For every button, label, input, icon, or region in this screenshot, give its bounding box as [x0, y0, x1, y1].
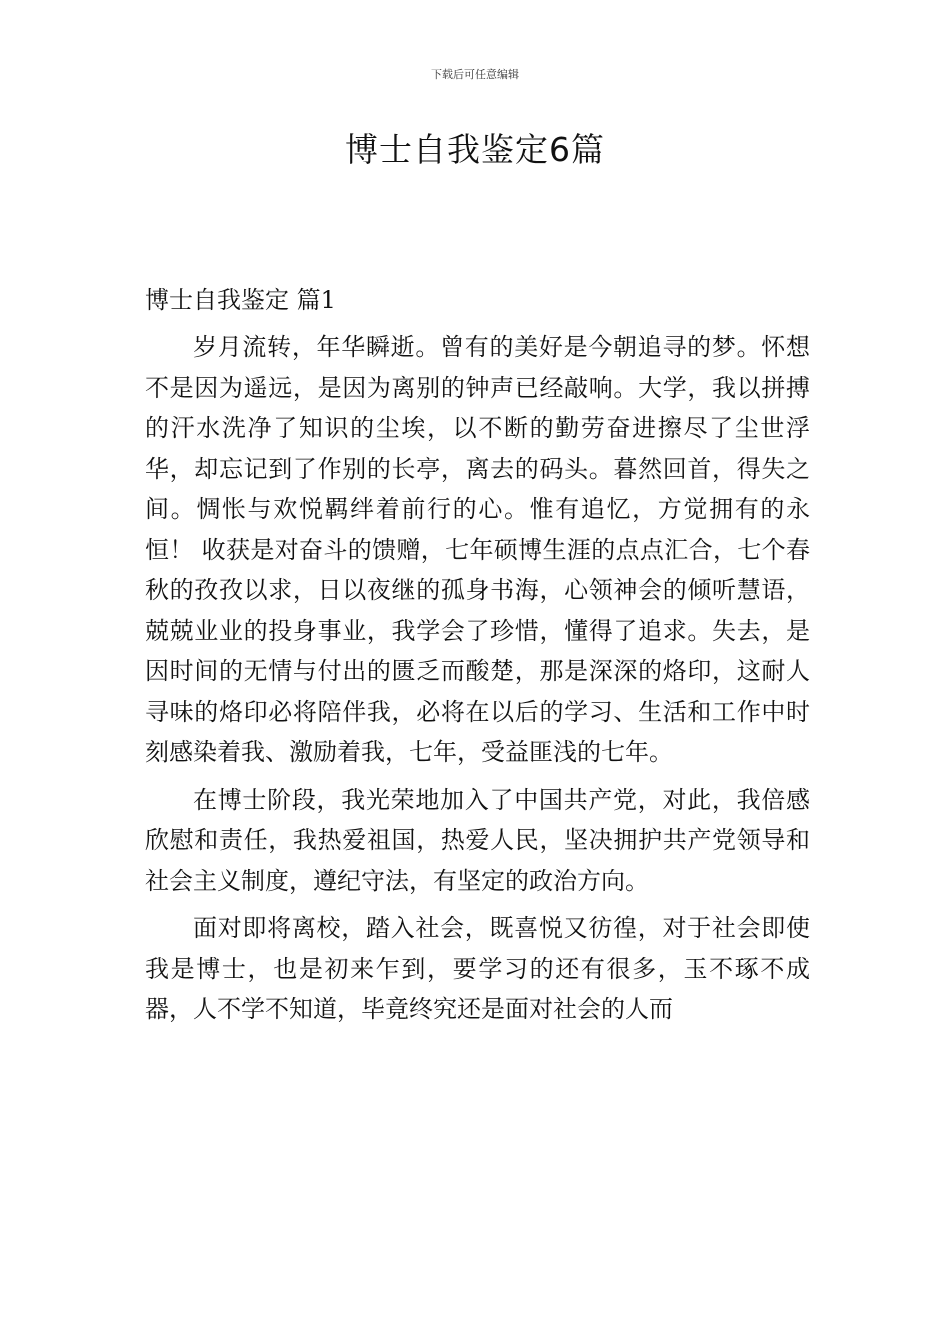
paragraph: 在博士阶段，我光荣地加入了中国共产党，对此，我倍感欣慰和责任，我热爱祖国，热爱人民，坚决拥护共产党领导和社会主义制度，遵纪守法，有坚定的政治方向。: [145, 785, 810, 895]
paragraph: 面对即将离校，踏入社会，既喜悦又彷徨，对于社会即使我是博士，也是初来乍到，要学习的还有很多，玉不琢不成器，人不学不知道，毕竟终究还是面对社会的人而: [145, 914, 810, 1023]
paragraph: 岁月流转，年华瞬逝。曾有的美好是今朝追寻的梦。怀想不是因为遥远，是因为离别的钟声已经敲响。大学，我以拼搏的汗水洗净了知识的尘埃，以不断的勤劳奋进擦尽了尘世浮华，却忘记到了作别的长亭，离去的码头。暮然回首，得失之间。惆怅与欢悦羁绊着前行的心。惟有追忆，方觉拥有的永恒！ 收获是对奋斗的馈赠，七年硕博生涯的点点汇合，七个春秋的孜孜以求，日以夜继的孤身书海，心领神会的倾听慧语，兢兢业业的投身事业，我学会了珍惜，懂得了追求。失去，是因时间的无情与付出的匮乏而酸楚，那是深深的烙印，这耐人寻味的烙印必将陪伴我，必将在以后的学习、生活和工作中时刻感染着我、激励着我，七年，受益匪浅的七年。: [145, 333, 810, 766]
document-title: 博士自我鉴定6篇: [345, 130, 605, 169]
section-heading: 博士自我鉴定 篇1: [145, 286, 336, 314]
document-body: [145, 280, 810, 1037]
header-note: 下载后可任意编辑: [431, 68, 519, 81]
